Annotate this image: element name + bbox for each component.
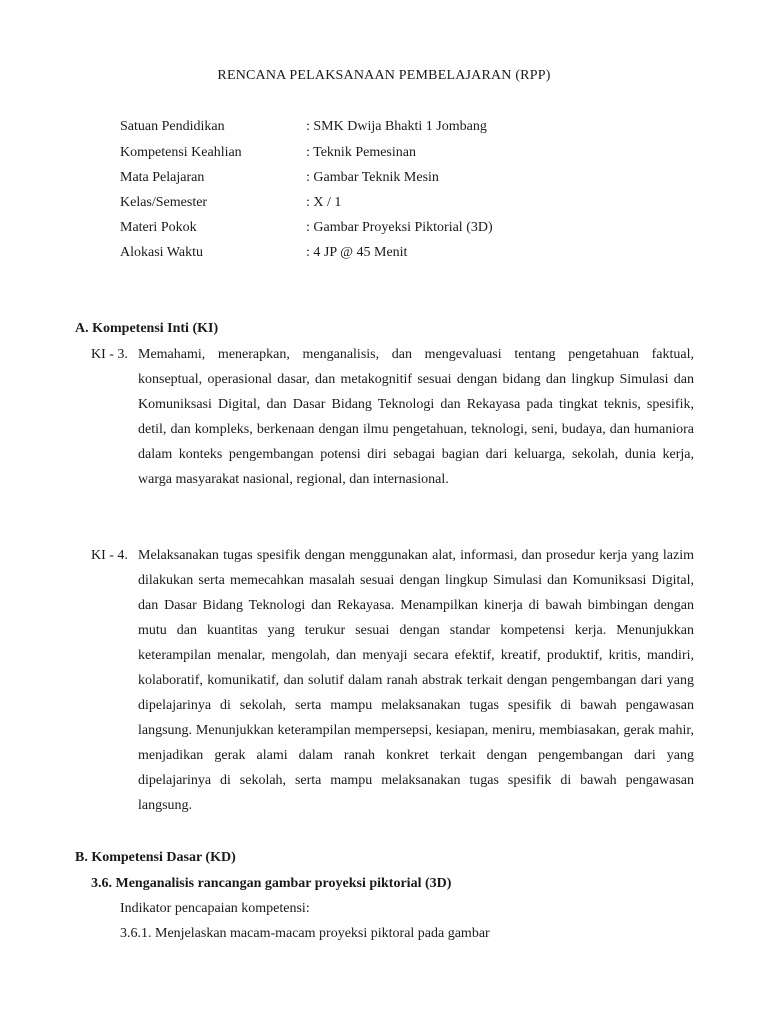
page-title: RENCANA PELAKSANAAN PEMBELAJARAN (RPP) [217,68,551,83]
ki3-tag: KI - 3. [91,347,128,362]
kd-heading: 3.6. Menganalisis rancangan gambar proyeksi piktorial (3D) [91,876,452,891]
identity-value: : 4 JP @ 45 Menit [306,245,408,260]
identity-label: Kelas/Semester [120,195,208,210]
ki4-text: Melaksanakan tugas spesifik dengan menggunakan alat, informasi, dan prosedur kerja yang lazim dilakukan serta memecahkan masalah sesuai dengan lingkup Simulasi dan Komuniksasi Digital, dan Dasar Bidang Teknologi dan Rekayasa. Menampilkan kinerja di bawah bimbingan dengan mutu dan kuantitas yang terukur sesuai dengan standar kompetensi kerja. Menunjukkan keterampilan menalar, mengolah, dan menyaji secara efektif, kreatif, produktif, kritis, mandiri, kolaboratif, komunikatif, dan solutif dalam ranah abstrak terkait dengan pengembangan dari yang dipelajarinya di sekolah, serta mampu melaksanakan tugas spesifik di bawah pengawasan langsung. Menunjukkan keterampilan mempersepsi, kesiapan, meniru, membiasakan, gerak mahir, menjadikan gerak alami dalam ranah konkret terkait dengan pengembangan dari yang dipelajarinya di sekolah, serta mampu melaksanakan tugas spesifik di bawah pengawasan langsung. [138,548,694,813]
identity-value: : X / 1 [306,195,342,210]
ki3-text: Memahami, menerapkan, menganalisis, dan mengevaluasi tentang pengetahuan faktual, konseptual, operasional dasar, dan metakognitif sesuai dengan bidang dan lingkup Simulasi dan Komuniksasi Digital, dan Dasar Bidang Teknologi dan Rekayasa pada tingkat teknis, spesifik, detil, dan kompleks, berkenaan dengan ilmu pengetahuan, teknologi, seni, budaya, dan humaniora dalam konteks pengembangan potensi diri sebagai bagian dari keluarga, sekolah, dunia kerja, warga masyarakat nasional, regional, dan internasional. [138,347,694,487]
identity-label: Materi Pokok [120,220,197,235]
identity-label: Kompetensi Keahlian [120,145,242,160]
section-a-heading: A. Kompetensi Inti (KI) [75,321,219,336]
identity-label: Mata Pelajaran [120,170,205,185]
identity-label: Alokasi Waktu [120,245,203,260]
identity-value: : Teknik Pemesinan [306,145,416,160]
indicator-label: Indikator pencapaian kompetensi: [120,901,310,916]
identity-value: : SMK Dwija Bhakti 1 Jombang [306,119,487,134]
identity-value: : Gambar Teknik Mesin [306,170,439,185]
identity-value: : Gambar Proyeksi Piktorial (3D) [306,220,493,235]
indicator-item: 3.6.1. Menjelaskan macam-macam proyeksi piktoral pada gambar [120,926,490,941]
section-b-heading: B. Kompetensi Dasar (KD) [75,850,236,865]
ki4-tag: KI - 4. [91,548,128,563]
identity-label: Satuan Pendidikan [120,119,225,134]
